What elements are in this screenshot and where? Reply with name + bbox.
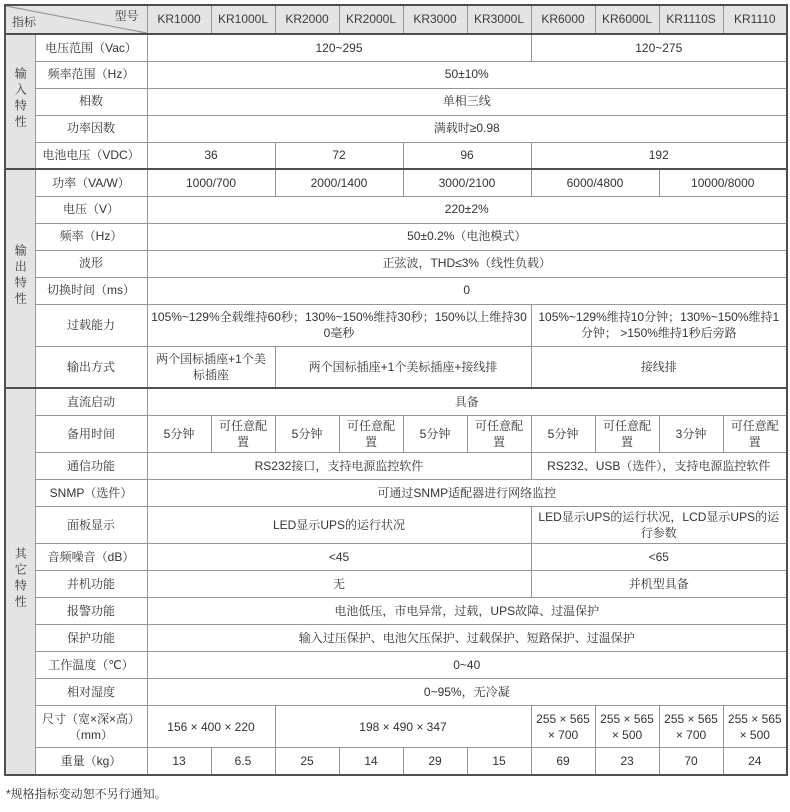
spec-value: 电池低压，市电异常，过载，UPS故障、过温保护 (147, 598, 787, 625)
spec-value: 36 (147, 142, 275, 169)
spec-value: 0~95%，无冷凝 (147, 679, 787, 706)
spec-value: 可任意配置 (595, 415, 659, 452)
spec-value: <45 (147, 544, 531, 571)
table-row (5, 196, 787, 223)
spec-value: 0~40 (147, 652, 787, 679)
spec-row-label: 过载能力 (35, 304, 147, 346)
ups-spec-table (4, 4, 788, 776)
table-row (5, 61, 787, 88)
spec-value: 23 (595, 748, 659, 775)
table-row (5, 34, 787, 61)
model-header-row (5, 5, 787, 34)
spec-row-label: 频率范围（Hz） (35, 61, 147, 88)
spec-row-label: 功率（VA/W） (35, 169, 147, 196)
spec-value: 正弦波，THD≤3%（线性负载） (147, 250, 787, 277)
spec-value: 可通过SNMP适配器进行网络监控 (147, 479, 787, 506)
table-row (5, 506, 787, 543)
spec-value: 2000/1400 (275, 169, 403, 196)
model-header: KR6000L (595, 5, 659, 34)
spec-value: 6000/4800 (531, 169, 659, 196)
table-row (5, 625, 787, 652)
spec-row-label: 报警功能 (35, 598, 147, 625)
model-header: KR2000 (275, 5, 339, 34)
table-row (5, 679, 787, 706)
table-row (5, 706, 787, 748)
spec-row-label: 频率（Hz） (35, 223, 147, 250)
spec-value: 120~295 (147, 34, 531, 61)
spec-value: 105%~129%维持10分钟；130%~150%维持1分钟； >150%维持1秒后旁路 (531, 304, 787, 346)
footnote: *规格指标变动恕不另行通知。 (6, 786, 167, 801)
spec-row-label: 功率因数 (35, 115, 147, 142)
spec-row-label: 电压（V） (35, 196, 147, 223)
table-row (5, 142, 787, 169)
table-row (5, 415, 787, 452)
spec-row-label: 工作温度（℃） (35, 652, 147, 679)
table-row (5, 169, 787, 196)
spec-value: 无 (147, 571, 531, 598)
spec-value: 10000/8000 (659, 169, 787, 196)
spec-value: 满载时≥0.98 (147, 115, 787, 142)
corner-label-index: 指标 (12, 14, 37, 29)
model-header: KR6000 (531, 5, 595, 34)
table-row (5, 115, 787, 142)
spec-value: 6.5 (211, 748, 275, 775)
spec-row-label: 波形 (35, 250, 147, 277)
spec-value: 69 (531, 748, 595, 775)
spec-value: 15 (467, 748, 531, 775)
spec-value: 0 (147, 277, 787, 304)
spec-value: 29 (403, 748, 467, 775)
spec-value: 255 × 565 × 700 (659, 706, 723, 748)
spec-value: 可任意配置 (211, 415, 275, 452)
corner-cell (5, 5, 147, 34)
spec-value: 接线排 (531, 346, 787, 388)
spec-value: 14 (339, 748, 403, 775)
spec-value: 两个国标插座+1个美标插座+接线排 (275, 346, 531, 388)
table-row (5, 452, 787, 479)
spec-value: 5分钟 (403, 415, 467, 452)
table-row (5, 598, 787, 625)
spec-value: 72 (275, 142, 403, 169)
model-header: KR3000L (467, 5, 531, 34)
spec-value: 可任意配置 (723, 415, 787, 452)
spec-value: 24 (723, 748, 787, 775)
spec-value: 1000/700 (147, 169, 275, 196)
table-row (5, 277, 787, 304)
table-row (5, 479, 787, 506)
spec-value: 220±2% (147, 196, 787, 223)
spec-row-label: 切换时间（ms） (35, 277, 147, 304)
spec-value: 5分钟 (147, 415, 211, 452)
spec-value: <65 (531, 544, 787, 571)
corner-label-model: 型号 (114, 9, 139, 23)
spec-value: LED显示UPS的运行状况，LCD显示UPS的运行参数 (531, 506, 787, 543)
table-row (5, 388, 787, 415)
spec-row-label: 通信功能 (35, 452, 147, 479)
spec-value: 156 × 400 × 220 (147, 706, 275, 748)
spec-row-label: 音频噪音（dB） (35, 544, 147, 571)
spec-value: RS232接口，支持电源监控软件 (147, 452, 531, 479)
spec-value: 198 × 490 × 347 (275, 706, 531, 748)
section-group-label: 其它特性 (5, 388, 35, 775)
spec-row-label: 面板显示 (35, 506, 147, 543)
table-row (5, 346, 787, 388)
section-group-label: 输入特性 (5, 34, 35, 169)
table-row (5, 571, 787, 598)
spec-row-label: SNMP（选件） (35, 479, 147, 506)
table-row (5, 250, 787, 277)
table-row (5, 544, 787, 571)
spec-value: 50±10% (147, 61, 787, 88)
table-row (5, 304, 787, 346)
spec-row-label: 电压范围（Vac） (35, 34, 147, 61)
spec-value: 两个国标插座+1个美标插座 (147, 346, 275, 388)
spec-value: 70 (659, 748, 723, 775)
spec-value: 5分钟 (275, 415, 339, 452)
model-header: KR1000L (211, 5, 275, 34)
spec-value: 3分钟 (659, 415, 723, 452)
spec-row-label: 电池电压（VDC） (35, 142, 147, 169)
spec-row-label: 输出方式 (35, 346, 147, 388)
spec-value: 单相三线 (147, 88, 787, 115)
spec-row-label: 直流启动 (35, 388, 147, 415)
spec-value: 可任意配置 (339, 415, 403, 452)
spec-row-label: 并机功能 (35, 571, 147, 598)
section-group-label: 输出特性 (5, 169, 35, 388)
spec-value: 具备 (147, 388, 787, 415)
spec-row-label: 备用时间 (35, 415, 147, 452)
model-header: KR1000 (147, 5, 211, 34)
spec-row-label: 重量（kg） (35, 748, 147, 775)
spec-value: 255 × 565 × 500 (723, 706, 787, 748)
spec-value: 255 × 565 × 500 (595, 706, 659, 748)
spec-row-label: 尺寸（宽×深×高）（mm） (35, 706, 147, 748)
spec-value: 并机型具备 (531, 571, 787, 598)
spec-value: 3000/2100 (403, 169, 531, 196)
spec-row-label: 相数 (35, 88, 147, 115)
spec-value: 255 × 565 × 700 (531, 706, 595, 748)
spec-row-label: 保护功能 (35, 625, 147, 652)
spec-value: 5分钟 (531, 415, 595, 452)
table-row (5, 223, 787, 250)
table-row (5, 748, 787, 775)
spec-value: 可任意配置 (467, 415, 531, 452)
spec-value: LED显示UPS的运行状况 (147, 506, 531, 543)
spec-value: 输入过压保护、电池欠压保护、过载保护、短路保护、过温保护 (147, 625, 787, 652)
model-header: KR1110 (723, 5, 787, 34)
model-header: KR2000L (339, 5, 403, 34)
spec-value: RS232、USB（选件），支持电源监控软件 (531, 452, 787, 479)
spec-value: 96 (403, 142, 531, 169)
spec-value: 13 (147, 748, 211, 775)
spec-value: 192 (531, 142, 787, 169)
spec-value: 25 (275, 748, 339, 775)
model-header: KR1110S (659, 5, 723, 34)
model-header: KR3000 (403, 5, 467, 34)
spec-value: 105%~129%全载维持60秒；130%~150%维持30秒；150%以上维持300毫秒 (147, 304, 531, 346)
spec-row-label: 相对湿度 (35, 679, 147, 706)
spec-value: 50±0.2%（电池模式） (147, 223, 787, 250)
spec-value: 120~275 (531, 34, 787, 61)
table-row (5, 88, 787, 115)
table-row (5, 652, 787, 679)
